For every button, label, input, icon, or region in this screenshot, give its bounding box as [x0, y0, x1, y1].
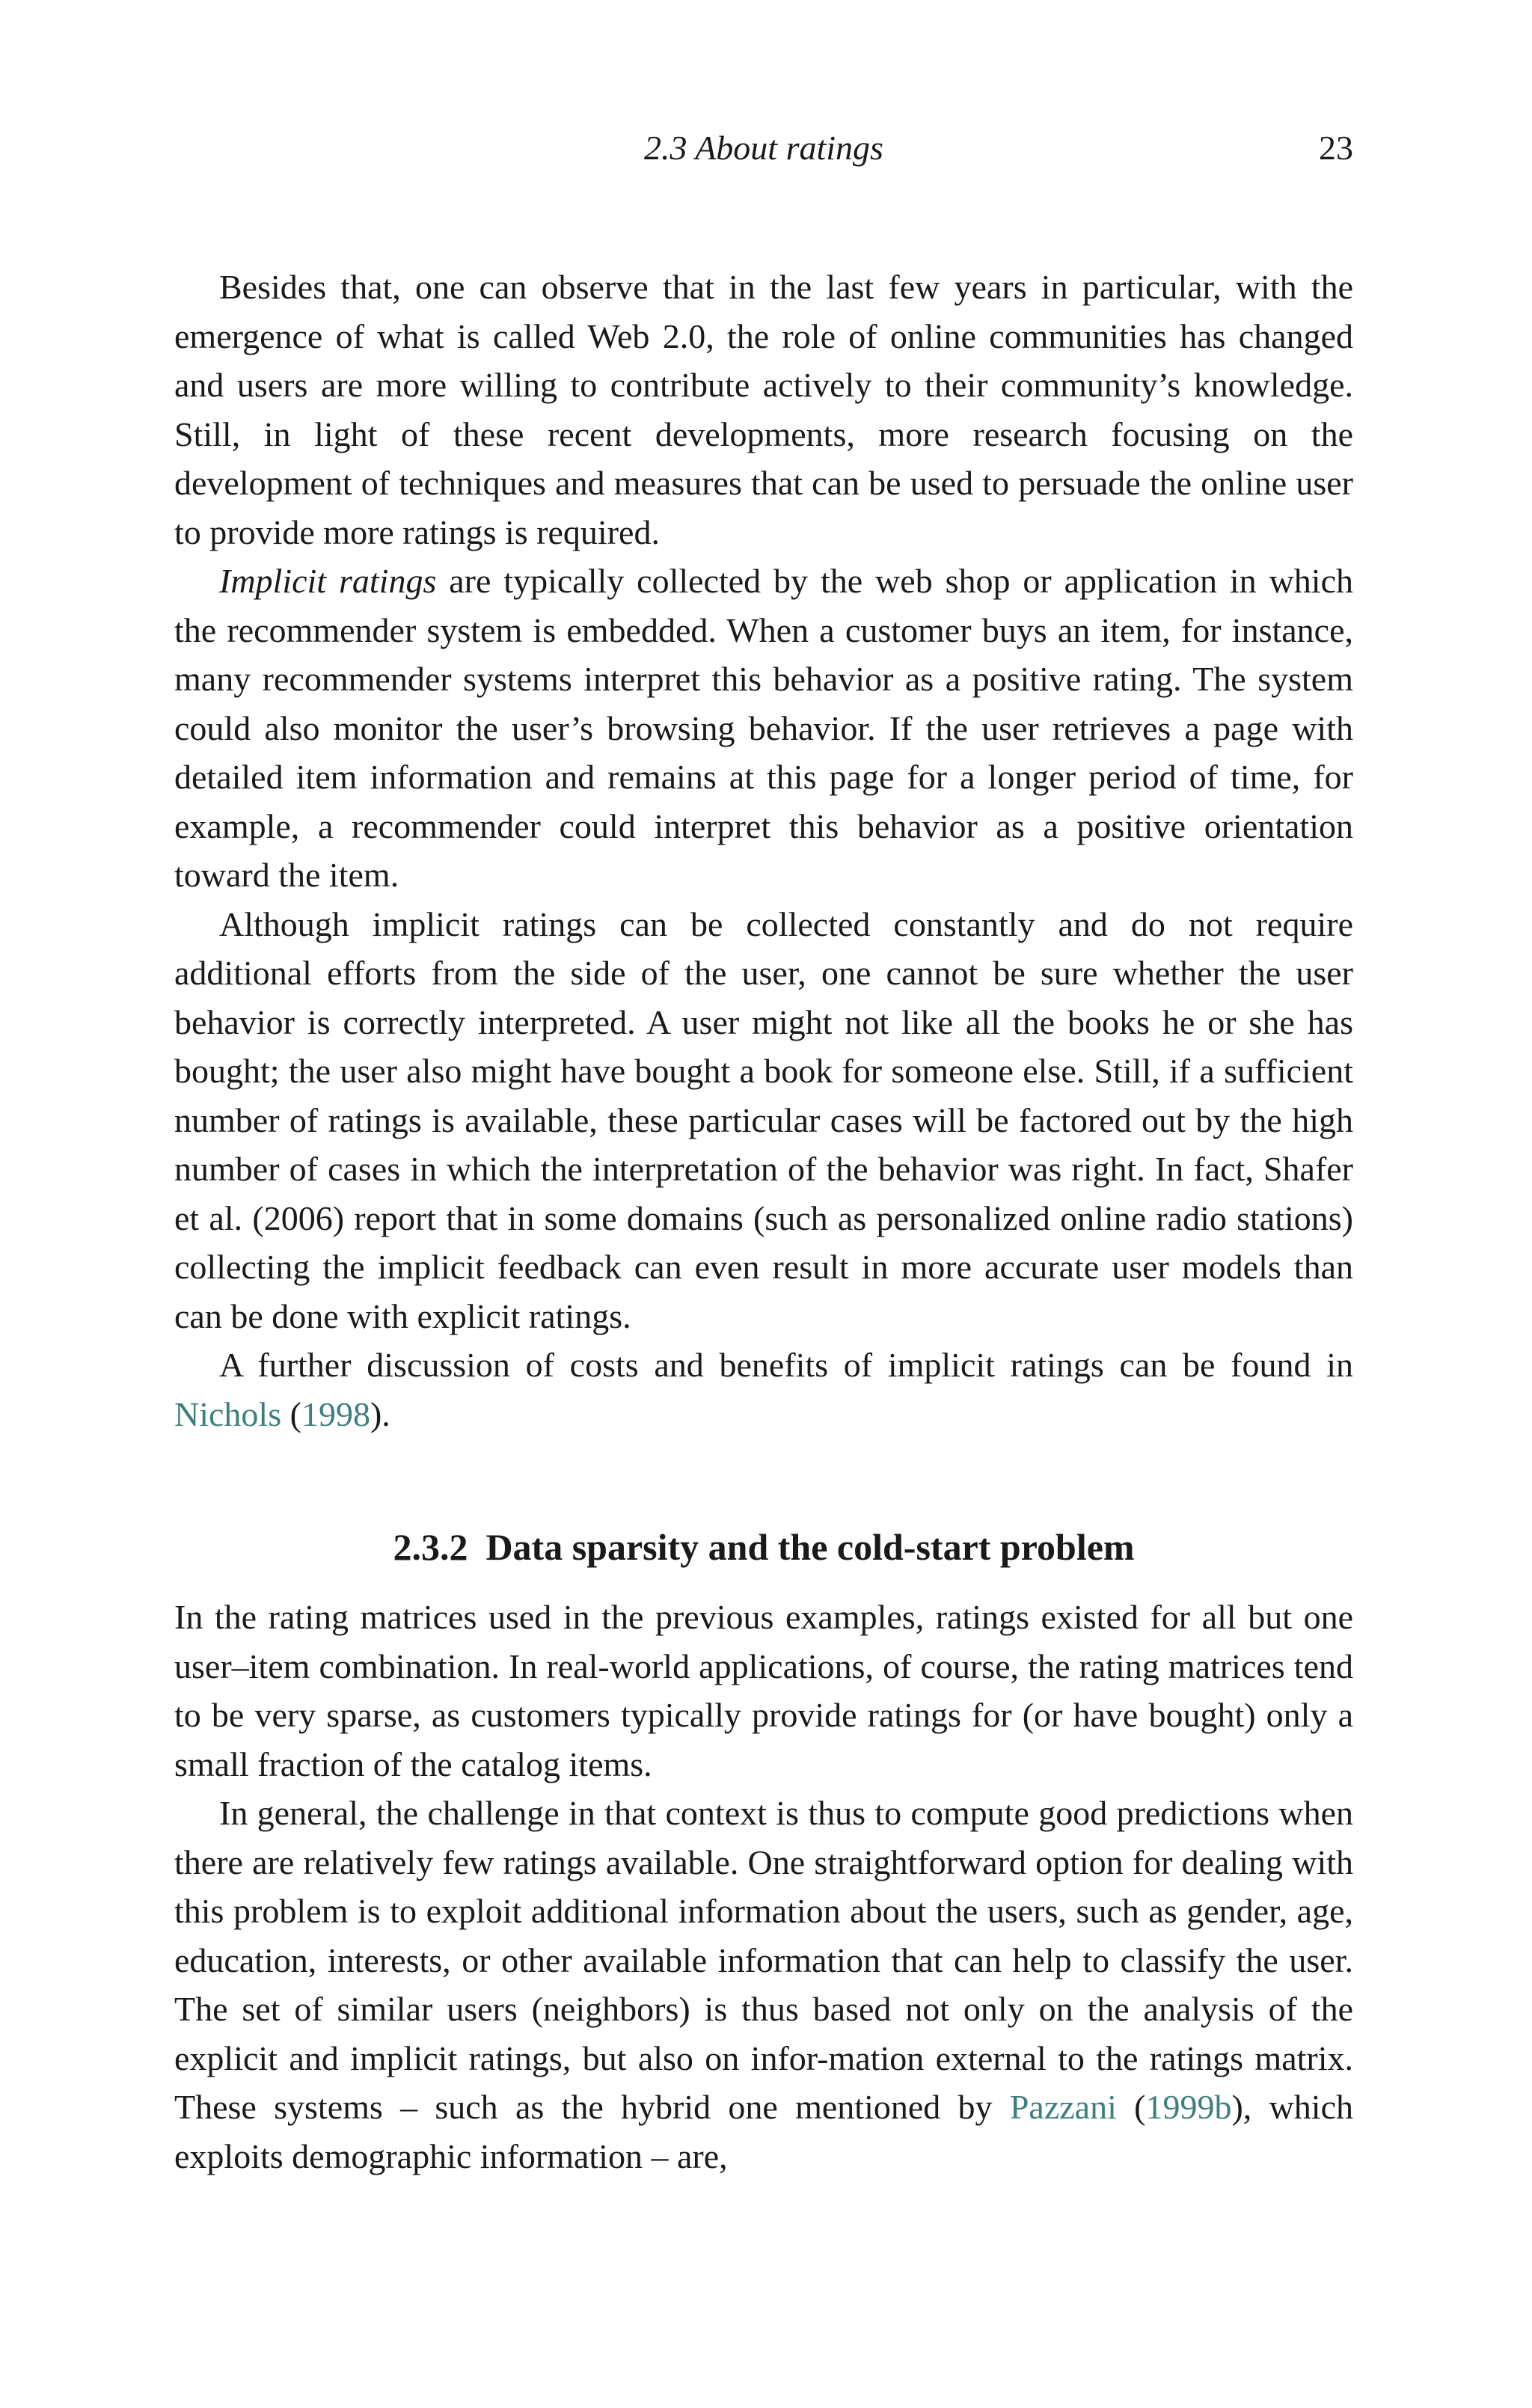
paragraph-text: In general, the challenge in that context is thus to compute good predictions when there are relatively few ratings available. One straightforward option for dealing with this problem is to exploit additional information about the users, such as gender, age, education, interests, or other available information that can help to classify the user. The set of similar users (neighbors) is thus based not only on the analysis of the explicit and implicit ratings, but also on infor-mation external to the ratings matrix. These systems – such as the hybrid one mentioned by: [174, 1794, 1353, 2126]
paragraph-implicit-limitations: [174, 900, 1353, 1341]
paragraph-web2-communities: [174, 263, 1353, 557]
citation-link-1998[interactable]: 1998: [301, 1394, 370, 1433]
page-number: 23: [1319, 129, 1353, 167]
citation-paren: (: [1116, 2088, 1146, 2126]
section-heading: [174, 1521, 1353, 1573]
section-title: Data sparsity and the cold-start problem: [485, 1526, 1135, 1568]
citation-link-pazzani[interactable]: Pazzani: [1009, 2088, 1117, 2126]
paragraph-sparsity-challenge: [174, 1789, 1353, 2181]
paragraph-further-discussion: [174, 1341, 1353, 1439]
section-number: 2.3.2: [393, 1526, 468, 1568]
paragraph-text: A further discussion of costs and benefits of implicit ratings can be found in: [219, 1346, 1353, 1384]
citation-close: ).: [370, 1394, 390, 1433]
paragraph-text: Besides that, one can observe that in the last few years in particular, with the emergence of what is called Web 2.0, the role of online communities has changed and users are more willing to contribute actively to their community’s knowledge. Still, in light of these recent developments, more research focusing on the development of techniques and measures that can be used to persuade the online user to provide more ratings is required.: [174, 268, 1353, 551]
paragraph-text: In the rating matrices used in the previous examples, ratings existed for all but one user–item combination. In real-world applications, of course, the rating matrices tend to be very sparse, as customers typically provide ratings for (or have bought) only a small fraction of the catalog items.: [174, 1598, 1353, 1783]
paragraph-text: ), which exploits demographic information – are,: [174, 2088, 1353, 2175]
citation-paren: (: [281, 1394, 301, 1433]
paragraph-rating-matrices: [174, 1593, 1353, 1789]
body-text-upper: [174, 263, 1353, 1439]
paragraph-text: are typically collected by the web shop or application in which the recommender system is embedded. When a customer buys an item, for instance, many recommender systems interpret this behavior as a positive rating. The system could also monitor the user’s browsing behavior. If the user retrieves a page with detailed item information and remains at this page for a longer period of time, for example, a recommender could interpret this behavior as a positive orientation toward the item.: [174, 562, 1353, 894]
running-title: 2.3 About ratings: [644, 129, 883, 167]
running-head: [174, 126, 1353, 171]
paragraph-implicit-ratings: [174, 557, 1353, 900]
emphasized-term: Implicit ratings: [219, 562, 437, 600]
paragraph-text: Although implicit ratings can be collected constantly and do not require additional efforts from the side of the user, one cannot be sure whether the user behavior is correctly interpreted. A user might not like all the books he or she has bought; the user also might have bought a book for someone else. Still, if a sufficient number of ratings is available, these particular cases will be factored out by the high number of cases in which the interpretation of the behavior was right. In fact, Shafer et al. (2006) report that in some domains (such as personalized online radio stations) collecting the implicit feedback can even result in more accurate user models than can be done with explicit ratings.: [174, 904, 1353, 1335]
citation-link-nichols[interactable]: Nichols: [174, 1394, 282, 1433]
citation-link-1999b[interactable]: 1999b: [1145, 2088, 1232, 2126]
body-text-lower: [174, 1593, 1353, 2181]
